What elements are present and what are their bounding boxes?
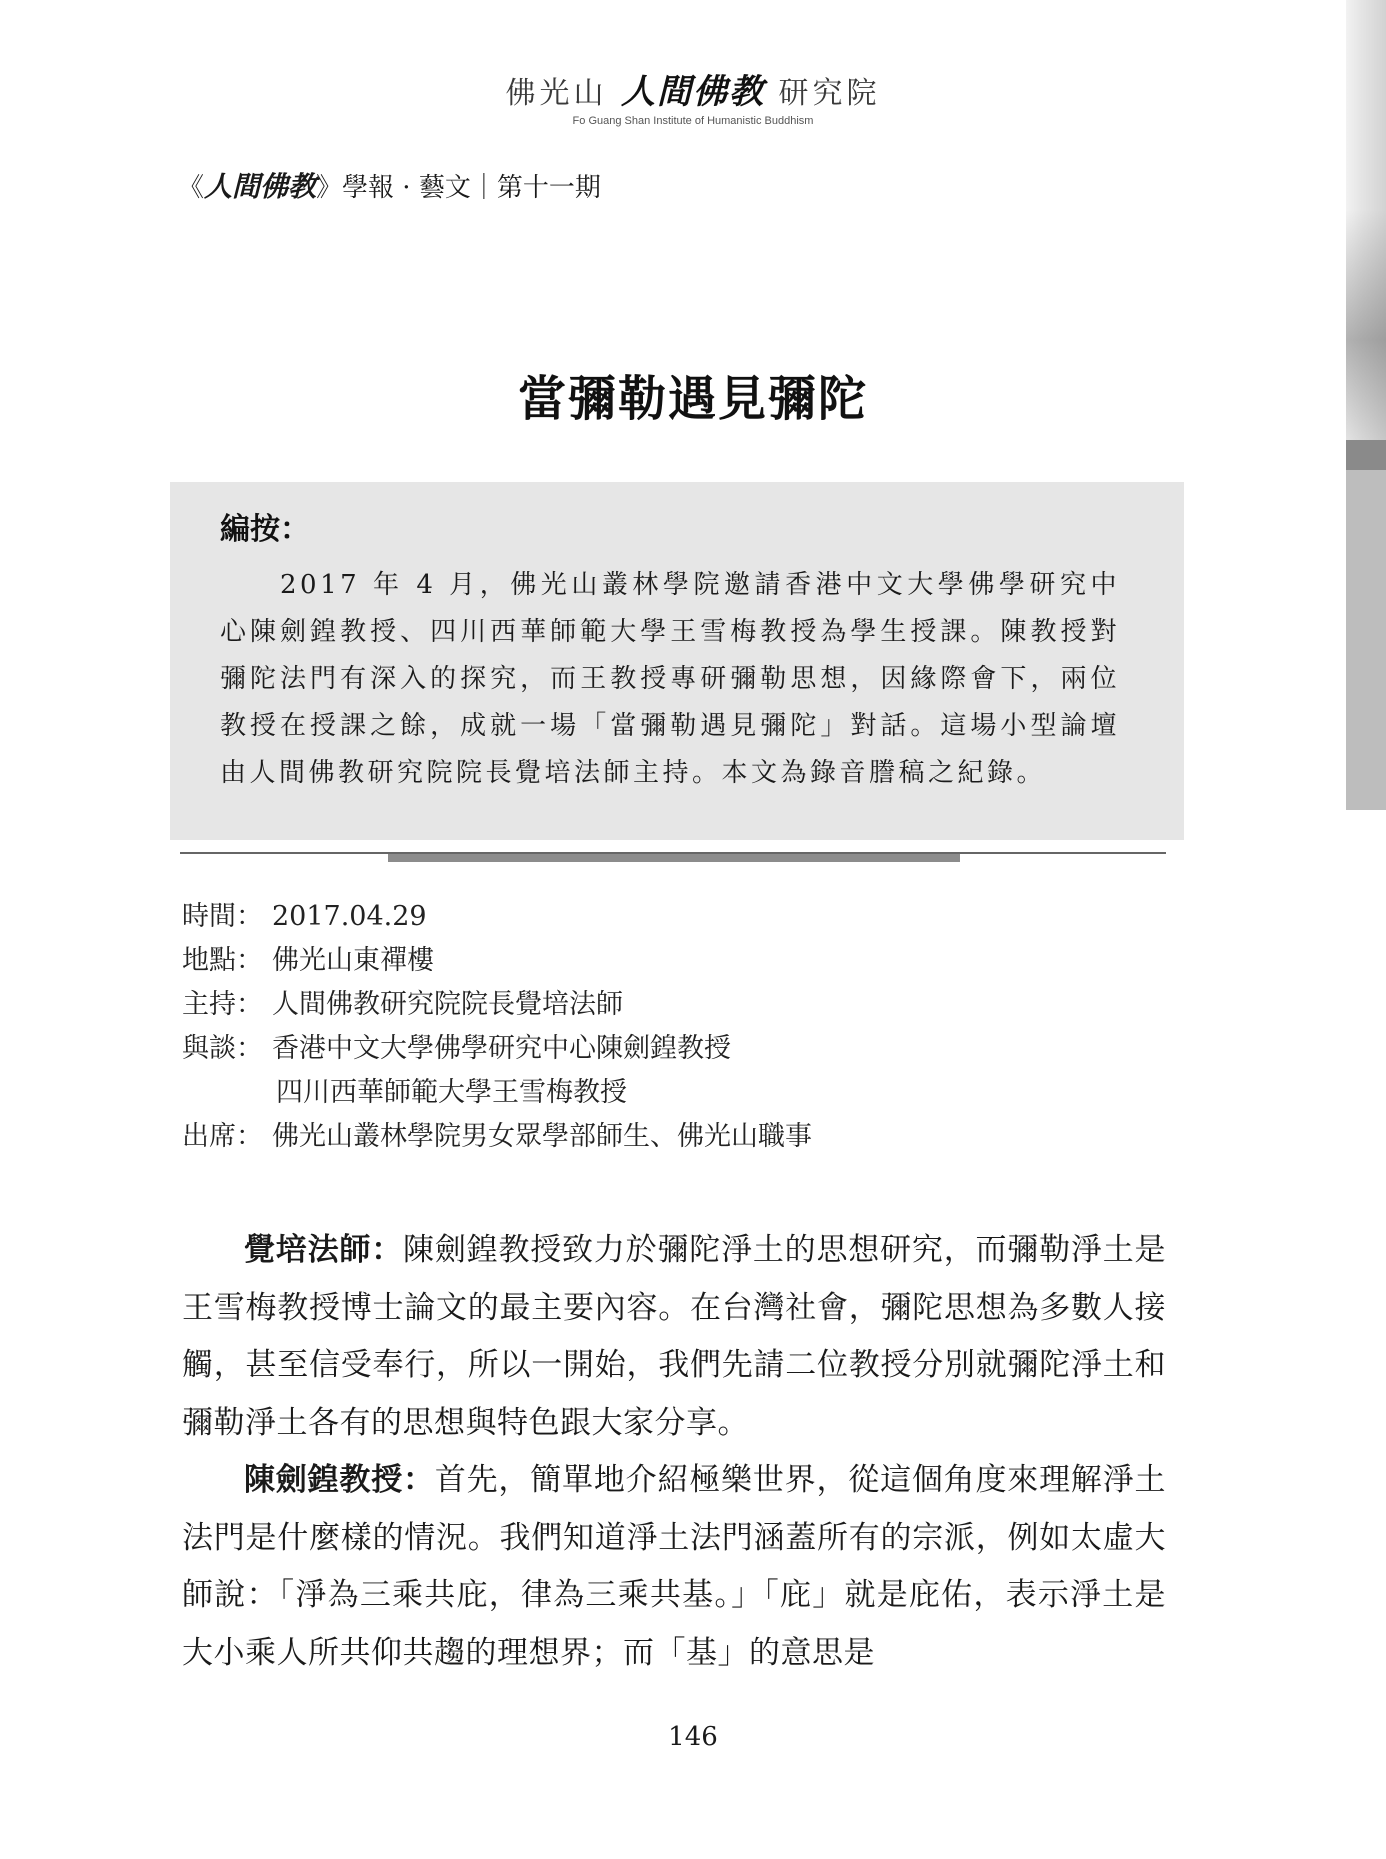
running-head-rest: 》學報 · 藝文｜第十一期 [316, 173, 601, 203]
running-head [178, 165, 601, 205]
meta-attend-row [182, 1115, 812, 1159]
meta-panel-label: 與談： [182, 1033, 263, 1064]
meta-panel-value-2: 四川西華師範大學王雪梅教授 [276, 1077, 627, 1108]
running-head-open: 《 [178, 173, 205, 203]
institute-suffix: 研究院 [778, 76, 881, 111]
meta-place-label: 地點： [182, 945, 263, 976]
edge-photo-dark-band [1346, 440, 1386, 470]
edge-photo-shade [1346, 210, 1386, 470]
editor-note-label: 編按： [220, 512, 310, 547]
meta-place-value: 佛光山東禪樓 [272, 945, 434, 976]
meta-panel-row-2 [182, 1071, 812, 1115]
meta-panel-row [182, 1027, 812, 1071]
edge-photo-block [1346, 470, 1386, 810]
meta-time-label: 時間： [182, 901, 263, 932]
speaker-jue-pei: 覺培法師： [244, 1232, 404, 1268]
meta-host-row [182, 983, 812, 1027]
editor-note-text [220, 562, 1120, 797]
paragraph-chen-jian-huang-text: 首先，簡單地介紹極樂世界，從這個角度來理解淨土法門是什麼樣的情況。我們知道淨土法門涵蓋所有的宗派，例如太虛大師說：「淨為三乘共庇，律為三乘共基。」「庇」就是庇佑，表示淨土是大小乘人所共仰共趨的理想界；而「基」的意思是 [182, 1462, 1167, 1671]
running-head-brand: 人間佛教 [204, 170, 317, 203]
meta-host-label: 主持： [182, 989, 263, 1020]
meta-attend-value: 佛光山叢林學院男女眾學部師生、佛光山職事 [272, 1121, 812, 1152]
institute-brand-logo: 人間佛教 [621, 72, 765, 112]
meta-time-value: 2017.04.29 [272, 901, 427, 932]
page-number: 146 [668, 1722, 718, 1752]
section-divider-accent [388, 854, 960, 862]
meta-place-row [182, 939, 812, 983]
meta-panel-value-1: 香港中文大學佛學研究中心陳劍鍠教授 [272, 1033, 731, 1064]
event-metadata [182, 895, 812, 1159]
speaker-chen-jian-huang: 陳劍鍠教授： [244, 1462, 435, 1498]
editor-note-body: 2017 年 4 月，佛光山叢林學院邀請香港中文大學佛學研究中心陳劍鍠教授、四川西華師範大學王雪梅教授為學生授課。陳教授對彌陀法門有深入的探究，而王教授專研彌勒思想，因緣際會下，兩位教授在授課之餘，成就一場「當彌勒遇見彌陀」對話。這場小型論壇由人間佛教研究院院長覺培法師主持。本文為錄音謄稿之紀錄。 [220, 570, 1120, 788]
paragraph-jue-pei-text: 陳劍鍠教授致力於彌陀淨土的思想研究，而彌勒淨土是王雪梅教授博士論文的最主要內容。在台灣社會，彌陀思想為多數人接觸，甚至信受奉行，所以一開始，我們先請二位教授分別就彌陀淨土和彌勒淨土各有的思想與特色跟大家分享。 [182, 1232, 1167, 1441]
meta-host-value: 人間佛教研究院院長覺培法師 [272, 989, 623, 1020]
paragraph-jue-pei [182, 1222, 1166, 1452]
meta-time-row [182, 895, 812, 939]
article-body [182, 1222, 1166, 1682]
editor-note-box [170, 482, 1184, 840]
institute-header [0, 64, 1386, 127]
paragraph-chen-jian-huang [182, 1452, 1166, 1682]
institute-prefix: 佛光山 [505, 76, 608, 111]
institute-name [0, 64, 1386, 113]
article-title: 當彌勒遇見彌陀 [517, 371, 868, 427]
institute-english-name: Fo Guang Shan Institute of Humanistic Buddhism [572, 115, 814, 127]
meta-attend-label: 出席： [182, 1121, 263, 1152]
